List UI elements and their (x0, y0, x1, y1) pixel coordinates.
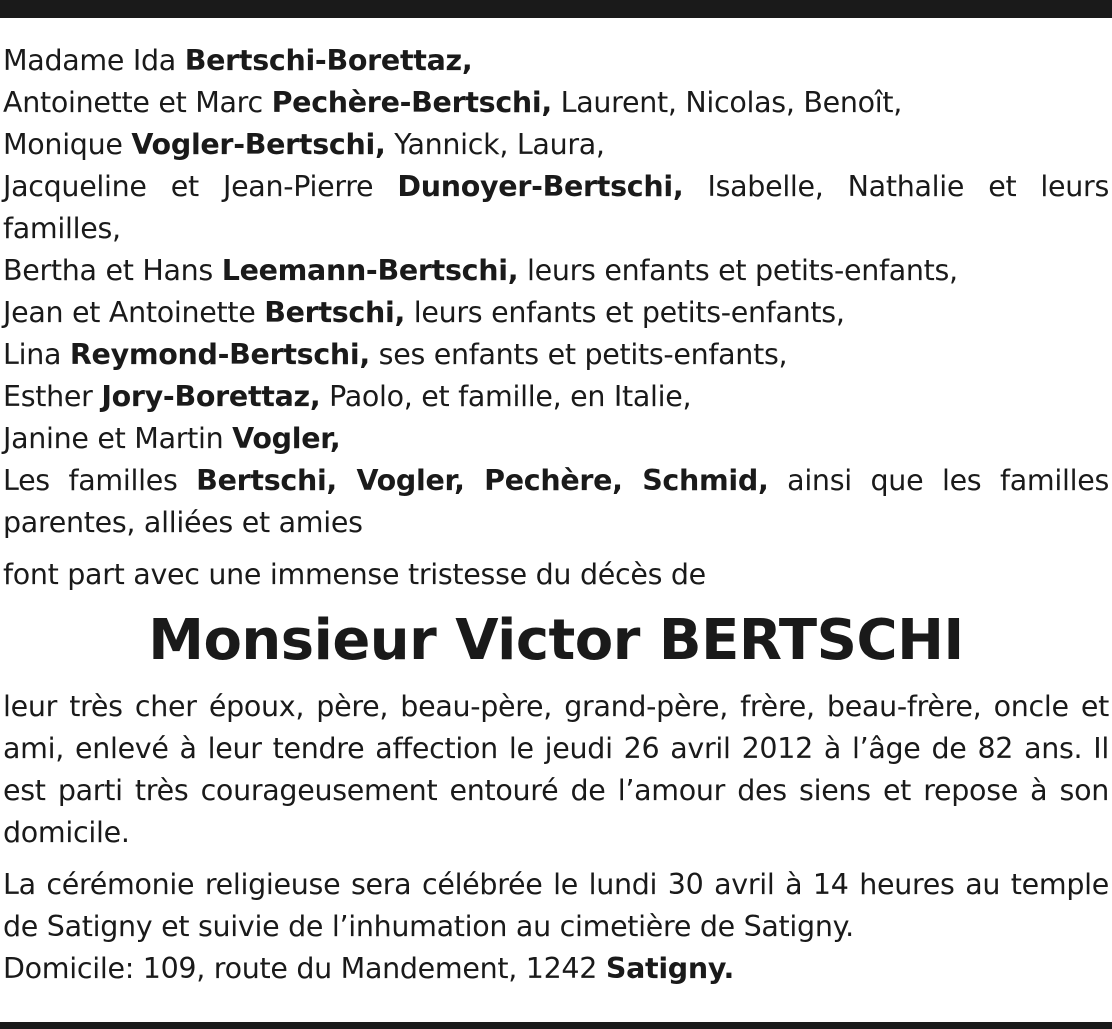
domicile-line: Domicile: 109, route du Mandement, 1242 Satigny. (3, 952, 735, 985)
obituary-notice (3, 40, 1109, 990)
mourner-line: Antoinette et Marc Pechère-Bertschi, Laurent, Nicolas, Benoît, (3, 86, 902, 119)
mourner-line: Jean et Antoinette Bertschi, leurs enfants et petits-enfants, (3, 296, 845, 329)
mourner-line: Lina Reymond-Bertschi, ses enfants et petits-enfants, (3, 338, 788, 371)
mourner-line: Esther Jory-Borettaz, Paolo, et famille, en Italie, (3, 380, 692, 413)
mourner-line: Madame Ida Bertschi-Borettaz, (3, 44, 473, 77)
mourner-line: Jacqueline et Jean-Pierre Dunoyer-Bertschi, Isabelle, Nathalie et leurs familles, (3, 170, 1109, 245)
domicile-city: Satigny. (605, 952, 735, 985)
bottom-rule (0, 1022, 1112, 1029)
mourner-line: Monique Vogler-Bertschi, Yannick, Laura, (3, 128, 605, 161)
announcement-text: font part avec une immense tristesse du décès de (3, 558, 706, 591)
top-rule (0, 0, 1112, 18)
mourner-line: Les familles Bertschi, Vogler, Pechère, Schmid, ainsi que les familles parentes, alliées et amies (3, 464, 1109, 539)
description-paragraph: leur très cher époux, père, beau-père, grand-père, frère, beau-frère, oncle et ami, enlevé à leur tendre affection le jeudi 26 avril 2012 à l’âge de 82 ans. Il est parti très courageusement entouré de l’amour des siens et repose à son domicile. (3, 690, 1109, 849)
mourner-line: Bertha et Hans Leemann-Bertschi, leurs enfants et petits-enfants, (3, 254, 958, 287)
mourner-line: Janine et Martin Vogler, (3, 422, 341, 455)
ceremony-paragraph: La cérémonie religieuse sera célébrée le lundi 30 avril à 14 heures au temple de Satigny et suivie de l’inhumation au cimetière de Satigny. (3, 868, 1109, 943)
deceased-name: Monsieur Victor BERTSCHI (148, 608, 964, 673)
